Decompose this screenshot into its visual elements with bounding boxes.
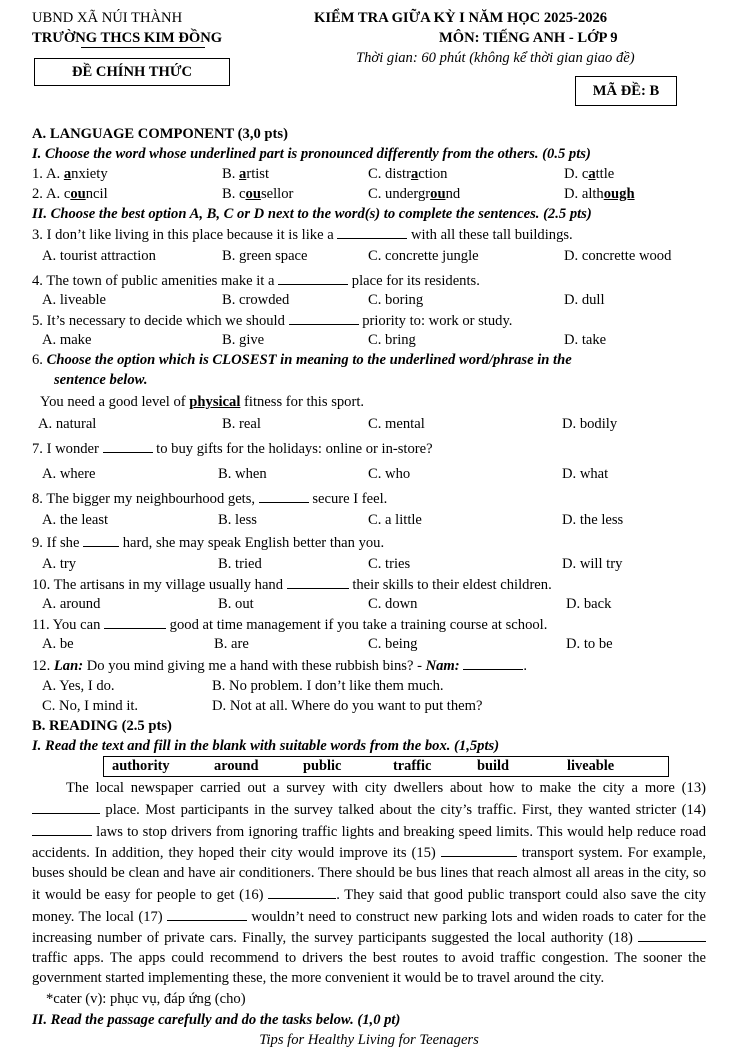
q11-option-a[interactable]: A. be — [42, 636, 74, 652]
official-stamp: ĐỀ CHÍNH THỨC — [34, 58, 230, 86]
blank-16[interactable] — [268, 884, 336, 899]
q12-blank[interactable] — [463, 655, 523, 670]
q11-blank[interactable] — [104, 614, 166, 629]
q1-option-b[interactable]: B. artist — [222, 166, 270, 182]
question-3-options — [32, 244, 742, 270]
q7-option-c[interactable]: C. who — [368, 466, 411, 482]
q3-option-b[interactable]: B. green space — [222, 248, 308, 264]
q2-option-d[interactable]: D. although — [564, 186, 635, 202]
question-7-stem: 7. I wonder to buy gifts for the holidays: online or in-store? — [32, 434, 742, 462]
question-12-options-cd — [32, 696, 742, 716]
q6-option-b[interactable]: B. real — [222, 416, 261, 432]
question-2 — [32, 184, 742, 204]
q9-option-b[interactable]: B. tried — [218, 556, 262, 572]
q11-option-d[interactable]: D. to be — [566, 636, 613, 652]
q3-option-c[interactable]: C. concrette jungle — [368, 248, 479, 264]
q2-number: 2. — [32, 186, 43, 202]
reading-part-ii-instruction: II. Read the passage carefully and do the tasks below. (1,0 pt) — [32, 1011, 401, 1028]
blank-17[interactable] — [167, 906, 247, 921]
q9-blank[interactable] — [83, 532, 119, 547]
q6-option-c[interactable]: C. mental — [368, 416, 425, 432]
question-12-stem: 12. Lan: Do you mind giving me a hand with these rubbish bins? - Nam: . — [32, 654, 742, 676]
q3-blank[interactable] — [337, 224, 407, 239]
word-box-item: traffic — [393, 758, 432, 774]
blank-18[interactable] — [638, 927, 706, 942]
reading-part-i-instruction: I. Read the text and fill in the blank with suitable words from the box. (1,5pts) — [32, 738, 500, 754]
q2-option-a[interactable]: A. council — [46, 186, 108, 202]
q9-option-a[interactable]: A. try — [42, 556, 77, 572]
q11-option-c[interactable]: C. being — [368, 636, 418, 652]
question-12-options-ab — [32, 676, 742, 696]
section-b-title: B. READING (2.5 pts) — [32, 718, 172, 734]
question-8-stem: 8. The bigger my neighbourhood gets, secure I feel. — [32, 486, 742, 510]
q12-option-d[interactable]: D. Not at all. Where do you want to put them? — [212, 698, 483, 714]
passage-2-title: Tips for Healthy Living for Teenagers — [259, 1031, 479, 1048]
exam-title: KIỂM TRA GIỮA KỲ I NĂM HỌC 2025-2026 — [314, 10, 608, 26]
reading-passage: The local newspaper carried out a survey with city dwellers about how to make the city a more (13) place. Most participants in the survey talked about the city’s traffic. First, they wanted stricter (14) laws to stop drivers from ignoring traffic lights and breaking speed limits. This would help reduce road accidents. In addition, they hoped their city would improve its (15) transport system. For example, buses should be clean and have air conditioners. There should be bus lines that reach almost all areas in the city, so it would be easy for people to get (16) . They said that good public transport could also save the city money. The local (17) wouldn’t need to construct new parking lots and widen roads to cater for the increasing number of private cars. Finally, the survey participants suggested the local authority (18) traffic apps. The apps could recommend to drivers the best routes to avoid traffic congestion. The sooner the government started implementing these, the more convenient it would be to travel around the city. — [32, 780, 707, 986]
word-box-item: liveable — [567, 758, 615, 774]
part-i-instruction: I. Choose the word whose underlined part is pronounced differently from the others. (0.5 pts) — [32, 146, 591, 162]
q8-option-c[interactable]: C. a little — [368, 512, 422, 528]
q12-option-c[interactable]: C. No, I mind it. — [42, 698, 139, 714]
blank-13[interactable] — [32, 799, 100, 814]
word-box-item: authority — [112, 758, 170, 774]
part-ii-instruction: II. Choose the best option A, B, C or D next to the word(s) to complete the sentences. (2.5 pts) — [32, 206, 592, 222]
question-3-stem: 3. I don’t like living in this place because it is like a with all these tall buildings. — [32, 224, 742, 244]
q10-option-b[interactable]: B. out — [218, 596, 254, 612]
q8-blank[interactable] — [259, 488, 309, 503]
q6-option-d[interactable]: D. bodily — [562, 416, 618, 432]
time-line: Thời gian: 60 phút (không kể thời gian giao đề) — [356, 50, 635, 66]
q2-option-b[interactable]: B. cousellor — [222, 186, 294, 202]
question-11-stem: 11. You can good at time management if you take a training course at school. — [32, 614, 742, 634]
q8-option-a[interactable]: A. the least — [42, 512, 109, 528]
q6-key-word: physical — [189, 394, 241, 410]
vocabulary-note: *cater (v): phục vụ, đáp ứng (cho) — [46, 990, 246, 1007]
q2-option-c[interactable]: C. underground — [368, 186, 461, 202]
subject-line: MÔN: TIẾNG ANH - LỚP 9 — [439, 30, 618, 46]
question-5-stem: 5. It’s necessary to decide which we should priority to: work or study. — [32, 310, 742, 330]
q9-option-c[interactable]: C. tries — [368, 556, 411, 572]
q7-blank[interactable] — [103, 438, 153, 453]
exam-code-box: MÃ ĐỀ: B — [575, 76, 677, 106]
q5-option-a[interactable]: A. make — [42, 332, 92, 348]
exam-header — [32, 6, 742, 124]
question-6-stem: You need a good level of physical fitness for this sport. — [40, 394, 365, 410]
q4-option-c[interactable]: C. boring — [368, 292, 424, 308]
q1-option-c[interactable]: C. distraction — [368, 166, 448, 182]
question-4-options — [32, 290, 742, 310]
section-a-title: A. LANGUAGE COMPONENT (3,0 pts) — [32, 126, 288, 142]
q8-option-b[interactable]: B. less — [218, 512, 257, 528]
q4-blank[interactable] — [278, 270, 348, 285]
q4-option-b[interactable]: B. crowded — [222, 292, 290, 308]
q4-option-a[interactable]: A. liveable — [42, 292, 107, 308]
q8-option-d[interactable]: D. the less — [562, 512, 624, 528]
school-name — [32, 28, 222, 48]
word-box-item: public — [303, 758, 342, 774]
word-box-item: build — [477, 758, 510, 774]
q3-option-a[interactable]: A. tourist attraction — [42, 248, 156, 264]
question-9-options — [32, 554, 742, 574]
question-10-stem: 10. The artisans in my village usually hand their skills to their eldest children. — [32, 574, 742, 594]
question-4-stem: 4. The town of public amenities make it a place for its residents. — [32, 270, 742, 290]
q6-option-a[interactable]: A. natural — [38, 416, 97, 432]
q5-option-d[interactable]: D. take — [564, 332, 607, 348]
q10-blank[interactable] — [287, 574, 349, 589]
school-name-text: TRƯỜNG THCS KIM ĐỒNG — [32, 30, 223, 46]
question-10-options — [32, 594, 742, 614]
word-box-item: around — [214, 758, 259, 774]
question-8-options — [32, 510, 742, 530]
question-9-stem: 9. If she hard, she may speak English better than you. — [32, 530, 742, 554]
q7-option-d[interactable]: D. what — [562, 466, 609, 482]
q7-option-a[interactable]: A. where — [42, 466, 96, 482]
question-5-options — [32, 330, 742, 350]
q12-option-b[interactable]: B. No problem. I don’t like them much. — [212, 678, 444, 694]
q10-option-a[interactable]: A. around — [42, 596, 101, 612]
q5-option-b[interactable]: B. give — [222, 332, 265, 348]
q7-option-b[interactable]: B. when — [218, 466, 267, 482]
blank-14[interactable] — [32, 821, 92, 836]
q12-option-a[interactable]: A. Yes, I do. — [42, 678, 115, 694]
question-7-options — [32, 462, 742, 486]
blank-15[interactable] — [441, 842, 517, 857]
question-1 — [32, 164, 742, 184]
q10-option-c[interactable]: C. down — [368, 596, 418, 612]
q11-option-b[interactable]: B. are — [214, 636, 249, 652]
q1-option-a[interactable]: A. anxiety — [46, 166, 108, 182]
question-11-options — [32, 634, 742, 654]
question-6-options — [32, 414, 742, 434]
q5-option-c[interactable]: C. bring — [368, 332, 416, 348]
word-box — [103, 756, 669, 777]
committee-name: UBND XÃ NÚI THÀNH — [32, 10, 183, 26]
q1-number: 1. — [32, 166, 43, 182]
q3-option-d[interactable]: D. concrette wood — [564, 248, 672, 264]
question-6-instruction-cont: sentence below. — [54, 372, 148, 388]
q5-blank[interactable] — [289, 310, 359, 325]
question-6-instruction: 6. Choose the option which is CLOSEST in meaning to the underlined word/phrase in the — [32, 352, 572, 368]
school-underline — [81, 47, 205, 48]
q1-option-d[interactable]: D. cattle — [564, 166, 615, 182]
q9-option-d[interactable]: D. will try — [562, 556, 623, 572]
q4-option-d[interactable]: D. dull — [564, 292, 605, 308]
exam-page — [32, 6, 742, 1050]
q10-option-d[interactable]: D. back — [566, 596, 612, 612]
